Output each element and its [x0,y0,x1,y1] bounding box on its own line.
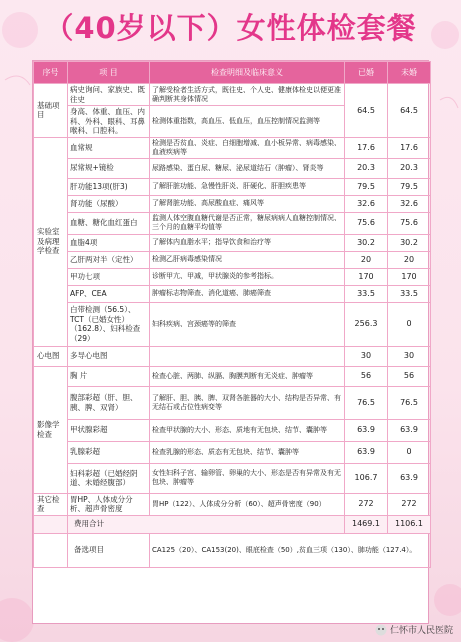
unmarried-price-cell: 30 [388,346,431,366]
married-price-cell: 30.2 [345,234,388,251]
optional-blank [34,533,68,567]
detail-cell: 监测人体空腹血糖代谢是否正常，糖尿病病人血糖控制情况、三个月的血糖平均值等 [150,212,345,234]
page-title: （40岁以下）女性体检套餐 [44,11,417,45]
unmarried-price-cell: 32.6 [388,195,431,212]
total-row [34,515,431,533]
total-label: 费用合计 [68,515,345,533]
item-cell: 乳腺彩超 [68,441,150,463]
married-price-cell: 30 [345,346,388,366]
unmarried-price-cell: 0 [388,302,431,346]
item-cell: 血常规 [68,137,150,158]
item-cell: 血脂4项 [68,234,150,251]
table-row [34,285,431,302]
unmarried-price-cell: 20 [388,251,431,268]
table-row [34,419,431,441]
detail-cell: 检测乙肝病毒感染情况 [150,251,345,268]
package-table [33,61,431,568]
married-price-cell: 106.7 [345,463,388,493]
item-cell: 肝功能13项(肝3) [68,178,150,195]
header-index: 序号 [34,62,68,84]
watermark-text: 仁怀市人民医院 [389,626,453,636]
detail-cell: 胃HP（122）、人体成分分析（60）、超声骨密度（90） [150,493,345,515]
married-price-cell: 32.6 [345,195,388,212]
watermark [375,623,453,636]
unmarried-price-cell: 33.5 [388,285,431,302]
detail-cell: 了解受检者生活方式，既往史、个人史、健康体检史以便更准确判断其身体情况 [150,84,345,106]
married-price-cell: 76.5 [345,386,388,419]
table-row [34,366,431,386]
detail-cell: 了解肾脏功能、高尿酸血症、痛风等 [150,195,345,212]
header-unmarried: 未婚 [388,62,431,84]
detail-cell: 检查心脏、两肺、纵膈、胸膜判断有无炎症、肿瘤等 [150,366,345,386]
item-cell: 肾功能（尿酸） [68,195,150,212]
item-cell: 胃HP、人体成分分析、超声骨密度 [68,493,150,515]
unmarried-price-cell: 79.5 [388,178,431,195]
detail-cell: 了解肝脏功能、急慢性肝炎、肝硬化、肝胆疾患等 [150,178,345,195]
total-blank [34,515,68,533]
married-price-cell: 33.5 [345,285,388,302]
table-row [34,212,431,234]
table-row [34,441,431,463]
category-cell: 其它检查 [34,493,68,515]
table-row [34,251,431,268]
married-price-cell: 75.6 [345,212,388,234]
unmarried-price-cell: 20.3 [388,158,431,178]
married-price-cell: 170 [345,268,388,285]
unmarried-price-cell: 63.9 [388,463,431,493]
detail-cell: 肿瘤标志物筛查、消化道癌、肺癌筛查 [150,285,345,302]
optional-detail: CA125（20）、CA153(20)、眼底检查（50）,贫血三项（130）、肺功能（127.4）。 [150,533,431,567]
detail-cell: 检测是否贫血、炎症、白细胞增减、血小板异常、病毒感染、血液疾病等 [150,137,345,158]
table-body [34,84,431,568]
married-price-cell: 63.9 [345,419,388,441]
married-price-cell: 56 [345,366,388,386]
item-cell: 多导心电图 [68,346,150,366]
unmarried-price-cell: 30.2 [388,234,431,251]
header-item: 项 目 [68,62,150,84]
detail-cell: 检查乳腺的形态、质态有无包块、结节、囊肿等 [150,441,345,463]
table-row [34,234,431,251]
married-price-cell: 20 [345,251,388,268]
unmarried-price-cell: 75.6 [388,212,431,234]
item-cell: AFP、CEA [68,285,150,302]
table-row [34,158,431,178]
table-row [34,137,431,158]
table-row [34,463,431,493]
married-price-cell: 79.5 [345,178,388,195]
item-cell: 腹部彩超（肝、胆、胰、脾、双肾） [68,386,150,419]
married-price-cell: 63.9 [345,441,388,463]
detail-cell [150,346,345,366]
detail-cell: 检测体重指数，高血压、低血压，血压控制情况监测等 [150,106,345,138]
total-married: 1469.1 [345,515,388,533]
header-married: 已婚 [345,62,388,84]
category-cell: 心电图 [34,346,68,366]
total-unmarried: 1106.1 [388,515,431,533]
header-detail: 检查明细及临床意义 [150,62,345,84]
table-row [34,195,431,212]
detail-cell: 了解体内血脂水平；指导饮食和治疗等 [150,234,345,251]
category-cell: 影像学检查 [34,366,68,493]
unmarried-price-cell: 170 [388,268,431,285]
detail-cell: 检查甲状腺的大小、形态、质地有无包块、结节、囊肿等 [150,419,345,441]
optional-label: 备选项目 [68,533,150,567]
category-cell: 基础项目 [34,84,68,138]
married-price-cell: 17.6 [345,137,388,158]
detail-cell: 了解肝、胆、胰、脾、双肾各脏器的大小、结构是否异常、有无结石或占位性病变等 [150,386,345,419]
table-row [34,268,431,285]
married-price-cell: 256.3 [345,302,388,346]
detail-cell: 妇科疾病、宫颈癌等的筛查 [150,302,345,346]
optional-row [34,533,431,567]
item-cell: 血糖、糖化血红蛋白 [68,212,150,234]
item-cell: 白带检测（56.5）、TCT（已婚女性）（162.8）、妇科检查（29） [68,302,150,346]
table-row [34,178,431,195]
unmarried-price-cell: 272 [388,493,431,515]
unmarried-price-cell: 17.6 [388,137,431,158]
item-cell: 甲状腺彩超 [68,419,150,441]
detail-cell: 女性妇科子宫、输卵管、卵巢的大小、形态是否有异常及有无包块、肿瘤等 [150,463,345,493]
item-cell: 妇科彩超（已婚经阴道、未婚经腹部） [68,463,150,493]
unmarried-price-cell: 76.5 [388,386,431,419]
item-cell: 身高、体重、血压、内科、外科、眼科、耳鼻喉科、口腔科。 [68,106,150,138]
table-row [34,386,431,419]
unmarried-price-cell: 56 [388,366,431,386]
married-price-cell: 64.5 [345,84,388,138]
married-price-cell: 272 [345,493,388,515]
wechat-icon [375,624,387,636]
unmarried-price-cell: 0 [388,441,431,463]
item-cell: 甲功七项 [68,268,150,285]
package-table-container [32,60,429,624]
item-cell: 病史询问、家族史、既往史 [68,84,150,106]
category-cell: 实验室及病理学检查 [34,137,68,346]
table-row [34,302,431,346]
unmarried-price-cell: 63.9 [388,419,431,441]
table-header-row [34,62,431,84]
item-cell: 乙肝两对半（定性） [68,251,150,268]
detail-cell: 诊断甲亢、甲减，甲状腺炎的参考指标。 [150,268,345,285]
item-cell: 尿常规+镜检 [68,158,150,178]
table-row [34,84,431,106]
item-cell: 胸 片 [68,366,150,386]
married-price-cell: 20.3 [345,158,388,178]
table-row [34,346,431,366]
unmarried-price-cell: 64.5 [388,84,431,138]
detail-cell: 尿路感染、蛋白尿、糖尿、泌尿道结石（肿瘤）、肾炎等 [150,158,345,178]
table-row [34,493,431,515]
